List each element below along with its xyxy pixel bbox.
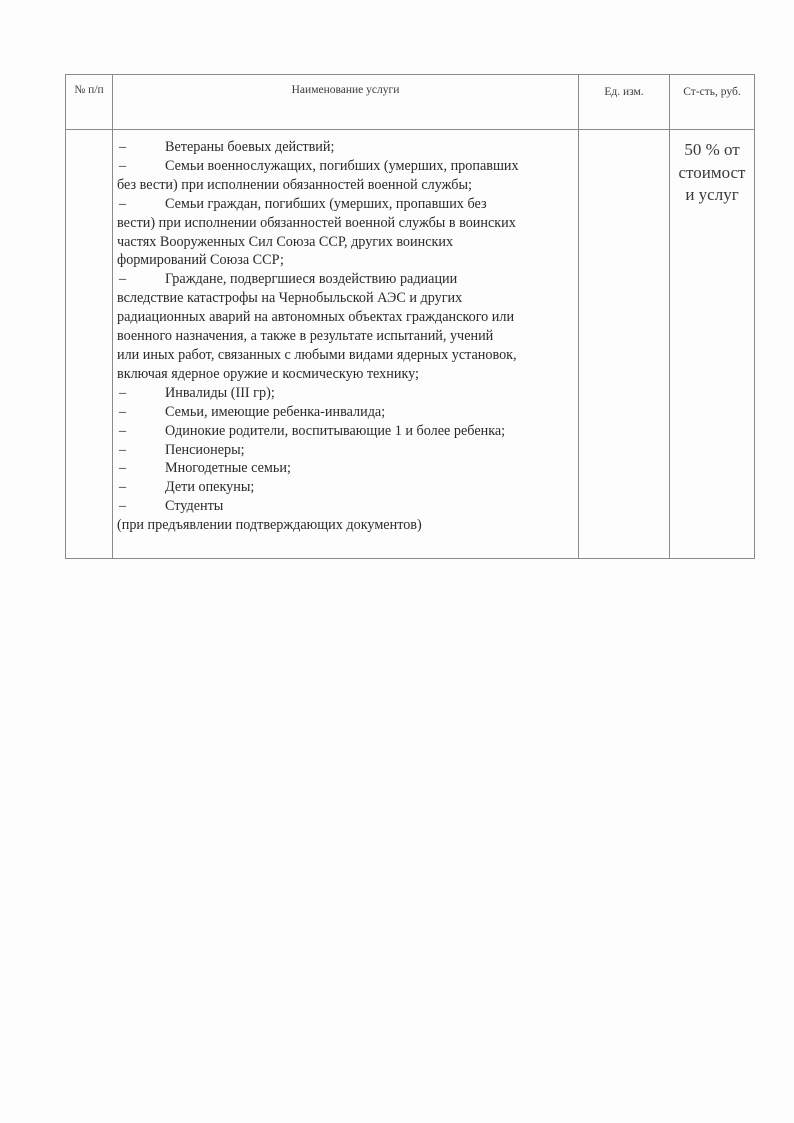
list-item-text: Ветераны боевых действий; <box>165 139 335 155</box>
list-item <box>117 459 574 478</box>
list-dash: – <box>119 271 127 288</box>
list-item-text: Семьи, имеющие ребенка-инвалида; <box>165 403 386 420</box>
list-dash: – <box>119 460 127 477</box>
list-item: или иных работ, связанных с любыми видами ядерных установок, <box>117 346 517 363</box>
list-dash: – <box>119 422 127 439</box>
list-item-text: Одинокие родители, воспитывающие 1 и более ребенка; <box>165 422 506 439</box>
list-item <box>117 138 574 157</box>
list-item: формирований Союза ССР; <box>117 252 284 269</box>
list-item: вести) при исполнении обязанностей военной службы в воинских <box>117 214 516 231</box>
list-item <box>117 384 574 403</box>
list-item-text: Граждане, подвергшиеся воздействию радиации <box>165 271 458 288</box>
cell-price-value: 50 % от стоимост и услуг <box>678 140 746 204</box>
list-item <box>117 403 574 422</box>
cell-service-name <box>113 130 579 559</box>
list-item-text: Семьи военнослужащих, погибших (умерших, пропавших <box>165 157 519 174</box>
header-service-name-label: Наименование услуги <box>291 84 400 96</box>
list-item <box>117 270 574 289</box>
header-number-label: № п/п <box>74 84 104 96</box>
list-dash: – <box>119 441 127 458</box>
cell-number <box>66 130 113 559</box>
list-item <box>117 422 574 441</box>
list-item-text: Студенты <box>165 498 224 515</box>
list-item: включая ядерное оружие и космическую технику; <box>117 365 419 382</box>
header-number <box>66 75 113 130</box>
cell-price <box>670 130 755 559</box>
list-item <box>117 441 574 460</box>
list-item: частях Вооруженных Сил Союза ССР, других воинских <box>117 233 454 250</box>
list-item <box>117 157 574 176</box>
list-item <box>117 497 574 516</box>
cell-unit <box>579 130 670 559</box>
header-unit-label: Ед. изм. <box>604 86 644 98</box>
list-item: вследствие катастрофы на Чернобыльской АЭС и других <box>117 290 463 307</box>
list-item <box>117 478 574 497</box>
list-item-text: Дети опекуны; <box>165 479 255 496</box>
list-item: (при предъявлении подтверждающих документов) <box>117 517 422 534</box>
list-item-text: Пенсионеры; <box>165 441 245 458</box>
list-dash: – <box>119 139 127 155</box>
header-price-label: Ст-сть, руб. <box>683 86 741 98</box>
list-item: без вести) при исполнении обязанностей военной службы; <box>117 176 472 193</box>
service-lines <box>117 138 574 535</box>
list-dash: – <box>119 498 127 515</box>
table-row <box>66 130 755 559</box>
header-service-name <box>113 75 579 130</box>
list-item-text: Инвалиды (III гр); <box>165 384 275 401</box>
services-table <box>65 74 755 559</box>
table-header-row <box>66 75 755 130</box>
list-item <box>117 195 574 214</box>
list-dash: – <box>119 403 127 420</box>
list-dash: – <box>119 157 127 174</box>
list-item-text: Семьи граждан, погибших (умерших, пропавших без <box>165 195 487 212</box>
list-item: военного назначения, а также в результате испытаний, учений <box>117 328 494 345</box>
list-item: радиационных аварий на автономных объектах гражданского или <box>117 309 515 326</box>
list-dash: – <box>119 479 127 496</box>
header-unit <box>579 75 670 130</box>
list-dash: – <box>119 195 127 212</box>
header-price <box>670 75 755 130</box>
list-item-text: Многодетные семьи; <box>165 460 291 477</box>
list-dash: – <box>119 384 127 401</box>
